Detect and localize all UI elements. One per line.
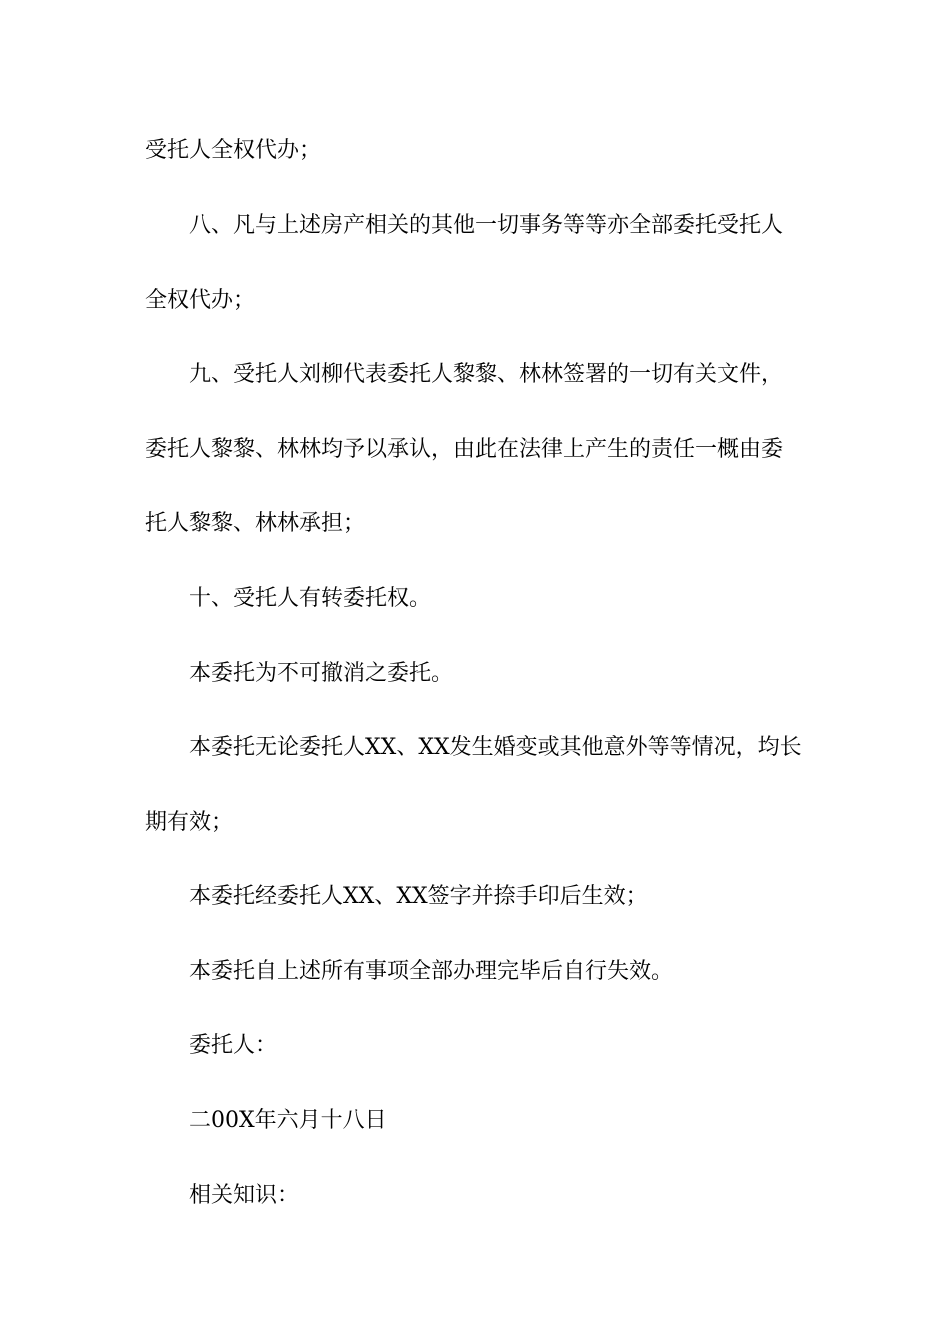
text-line-2: 八、凡与上述房产相关的其他一切事务等等亦全部委托受托人 [189, 213, 784, 238]
text-line-4: 九、受托人刘柳代表委托人黎黎、林林签署的一切有关文件， [189, 362, 784, 387]
text-line-7: 十、受托人有转委托权。 [189, 586, 432, 611]
text-line-3: 全权代办； [145, 288, 256, 313]
text-line-1: 受托人全权代办； [145, 138, 322, 163]
text-line-9: 本委托无论委托人XX、XX发生婚变或其他意外等等情况，均长 [189, 735, 802, 760]
text-line-6: 托人黎黎、林林承担； [145, 511, 366, 536]
text-line-11: 本委托经委托人XX、XX签字并捺手印后生效； [189, 884, 648, 909]
section-heading-related-knowledge: 相关知识： [189, 1183, 300, 1208]
text-line-13: 委托人： [189, 1033, 278, 1058]
text-line-5: 委托人黎黎、林林均予以承认，由此在法律上产生的责任一概由委 [145, 437, 784, 462]
date-line: 二00X年六月十八日 [189, 1108, 387, 1133]
text-line-8: 本委托为不可撤消之委托。 [189, 661, 454, 686]
text-line-10: 期有效； [145, 810, 234, 835]
text-line-12: 本委托自上述所有事项全部办理完毕后自行失效。 [189, 959, 674, 984]
